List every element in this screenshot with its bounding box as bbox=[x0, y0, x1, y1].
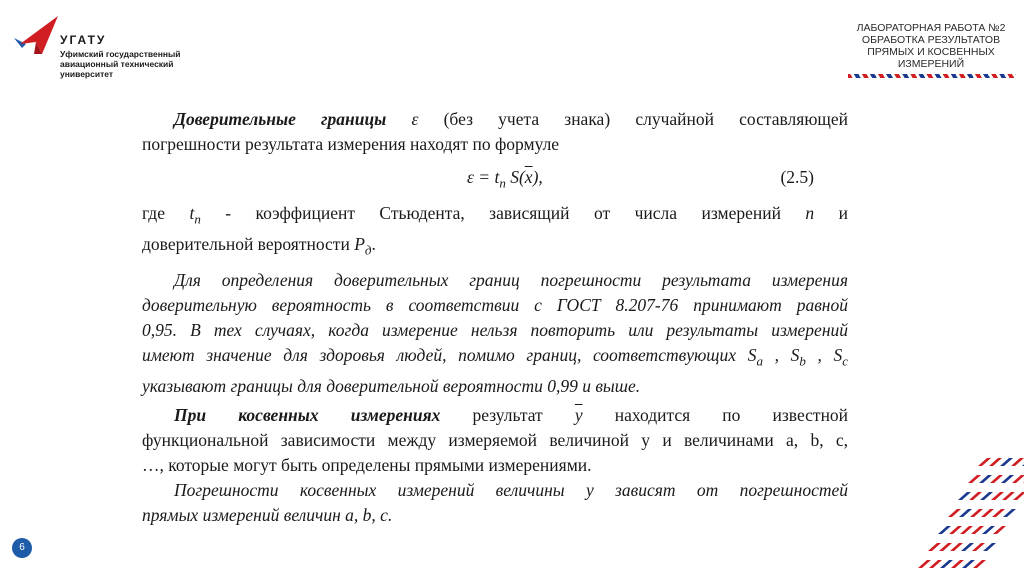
paragraph-4-line-2: функциональной зависимости между измеряемой величиной y и величинами a, b, c, bbox=[142, 429, 848, 450]
paragraph-3: Для определения доверительных границ погрешности результата измерения доверительную вероятность в соответствии с ГОСТ 8.207-76 принимают равной 0,95. В тех случаях, когда измерение нельзя повторить или результаты измерений имеют значение для здоровья людей, помимо границ, соответствующих $S_a$ , $S_b$ , $S_c$ указывают границы для доверительной вероятности 0,99 и выше. bbox=[142, 270, 849, 396]
header-stripe bbox=[848, 74, 1016, 78]
stripe-mark bbox=[971, 526, 984, 534]
paragraph-3-line-4: имеют значение для здоровья людей, помимо границ, соответствующих $S_a$ , $S_b$ , $S_c$ bbox=[142, 345, 849, 369]
paragraph-4: При косвенных измерениях результат $\overline{y}$ находится по известной bbox=[174, 404, 849, 425]
stripe-mark bbox=[1012, 475, 1024, 483]
stripe-mark bbox=[948, 509, 961, 517]
stripe-mark bbox=[918, 560, 931, 568]
stripe-mark bbox=[938, 526, 951, 534]
stripe-mark bbox=[962, 560, 975, 568]
stripe-mark bbox=[990, 475, 1003, 483]
stripe-mark bbox=[973, 560, 986, 568]
paragraph-1: Доверительные границы ε (без учета знака) случайной составляющей bbox=[174, 109, 849, 129]
stripe-mark bbox=[981, 509, 994, 517]
paragraph-4-line-3: …, которые могут быть определены прямыми измерениями. bbox=[142, 454, 592, 475]
stripe-mark bbox=[969, 492, 982, 500]
stripe-mark bbox=[989, 458, 1002, 466]
stripe-mark bbox=[950, 543, 963, 551]
stripe-mark bbox=[993, 526, 1006, 534]
stripe-mark bbox=[949, 526, 962, 534]
stripe-mark bbox=[1000, 458, 1013, 466]
term-indirect-measurements: При косвенных измерениях bbox=[174, 404, 441, 425]
paragraph-5: Погрешности косвенных измерений величины y зависят от погрешностей прямых измерений величин a, b, c. bbox=[142, 479, 848, 525]
stripe-mark bbox=[1001, 475, 1014, 483]
stripe-mark bbox=[1002, 492, 1015, 500]
stripe-mark bbox=[1011, 458, 1024, 466]
stripe-mark bbox=[980, 492, 993, 500]
stripe-mark bbox=[961, 543, 974, 551]
stripe-mark bbox=[970, 509, 983, 517]
ugatu-logo-icon bbox=[12, 14, 62, 58]
stripe-mark bbox=[939, 543, 952, 551]
decorative-stripes-icon bbox=[918, 452, 1024, 574]
stripe-mark bbox=[978, 458, 991, 466]
y-symbol: $\overline{y}$ bbox=[574, 404, 583, 425]
s-symbols: $S_a$ , $S_b$ , $S_c$ bbox=[747, 345, 849, 369]
formula-number: (2.5) bbox=[780, 167, 814, 187]
stripe-mark bbox=[982, 526, 995, 534]
stripe-mark bbox=[958, 492, 971, 500]
paragraph-2-line-2: доверительной вероятности $P_д$. bbox=[142, 233, 376, 257]
stripe-mark bbox=[1003, 509, 1016, 517]
stripe-mark bbox=[992, 509, 1005, 517]
paragraph-2: где $t_n$ - коэффициент Стьюдента, зависящий от числа измерений n и bbox=[142, 203, 848, 227]
epsilon-symbol: ε bbox=[411, 109, 419, 129]
stripe-mark bbox=[968, 475, 981, 483]
formula-2-5 bbox=[142, 157, 848, 201]
stripe-mark bbox=[983, 543, 996, 551]
org-block bbox=[60, 33, 200, 79]
stripe-mark bbox=[979, 475, 992, 483]
stripe-mark bbox=[951, 560, 964, 568]
stripe-mark bbox=[972, 543, 985, 551]
formula-expression: $\varepsilon = t_n$ $S(\overline{x})$, bbox=[467, 167, 543, 191]
stripe-mark bbox=[940, 560, 953, 568]
stripe-mark bbox=[928, 543, 941, 551]
stripe-mark bbox=[959, 509, 972, 517]
stripe-mark bbox=[960, 526, 973, 534]
org-abbreviation: УГАТУ bbox=[60, 33, 107, 47]
t-symbol: $t_n$ bbox=[189, 203, 201, 227]
paragraph-1-line-2: погрешности результата измерения находят по формуле bbox=[142, 134, 560, 154]
page-number: 6 bbox=[12, 538, 32, 558]
p-symbol: $P_д$ bbox=[354, 233, 372, 257]
stripe-mark bbox=[991, 492, 1004, 500]
org-full-name: Уфимский государственный авиационный технический университет bbox=[60, 49, 181, 79]
lab-title: ЛАБОРАТОРНАЯ РАБОТА №2 ОБРАБОТКА РЕЗУЛЬТАТОВ ПРЯМЫХ И КОСВЕННЫХ ИЗМЕРЕНИЙ bbox=[856, 22, 1006, 70]
main-content bbox=[142, 107, 848, 528]
term-confidence-bounds: Доверительные границы bbox=[174, 109, 387, 129]
stripe-mark bbox=[1013, 492, 1024, 500]
stripe-mark bbox=[929, 560, 942, 568]
